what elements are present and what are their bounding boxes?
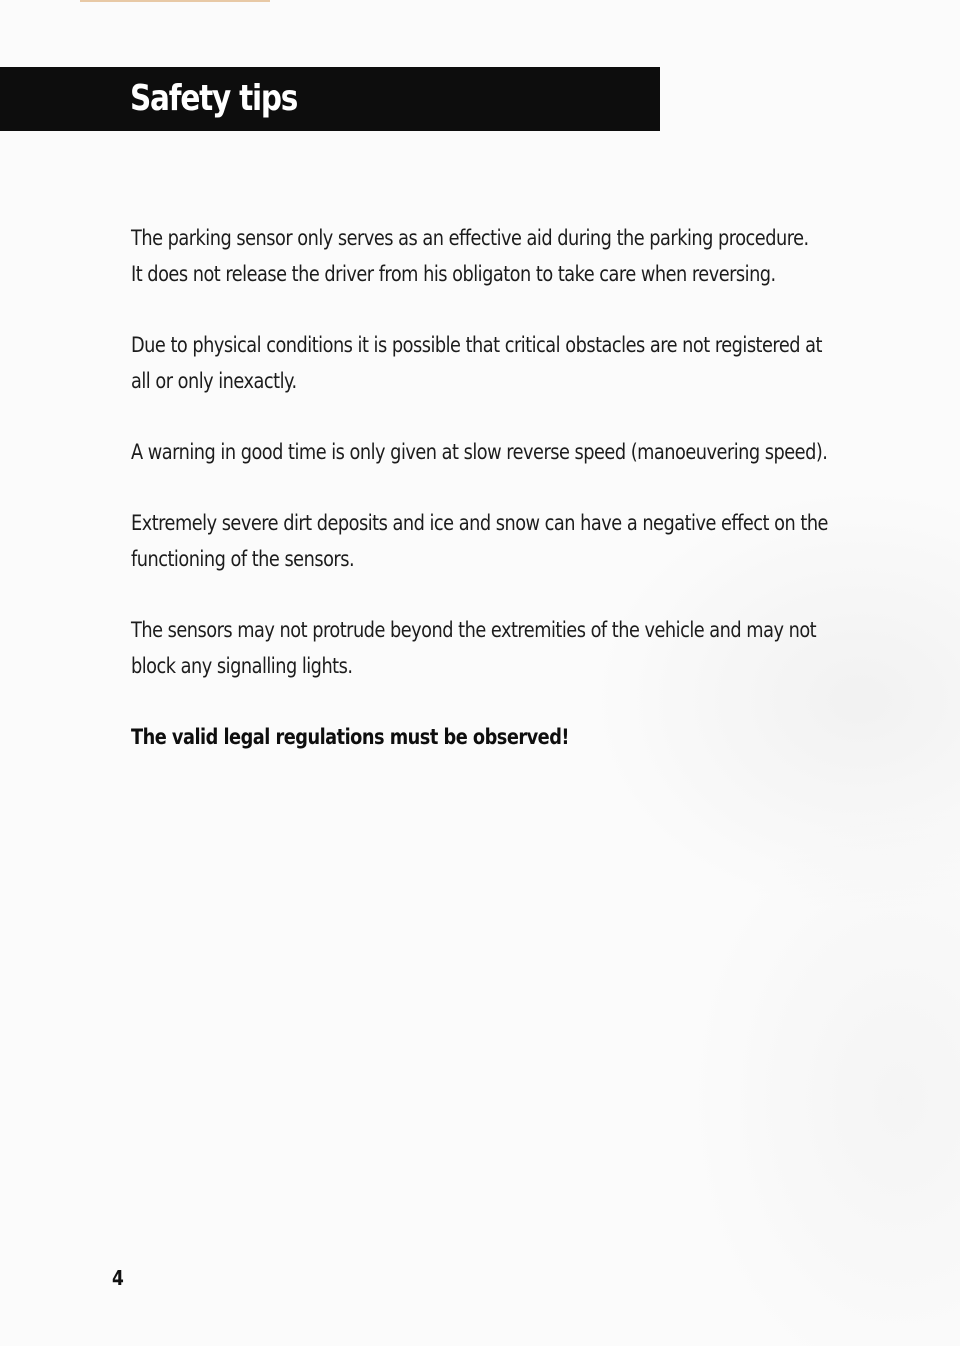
paragraph-line: functioning of the sensors. bbox=[131, 547, 355, 571]
legal-notice: The valid legal regulations must be observed! bbox=[131, 725, 569, 749]
paragraph-line: block any signalling lights. bbox=[131, 654, 353, 678]
paragraph-physical-conditions bbox=[131, 327, 849, 399]
paragraph-line: The sensors may not protrude beyond the extremities of the vehicle and may not bbox=[131, 618, 817, 642]
paragraph-sensor-mounting bbox=[131, 612, 849, 684]
paragraph-line: Extremely severe dirt deposits and ice and snow can have a negative effect on the bbox=[131, 511, 828, 535]
paragraph-line: all or only inexactly. bbox=[131, 369, 297, 393]
paragraph-dirt-deposits bbox=[131, 505, 849, 577]
paragraph-warning-speed bbox=[131, 434, 849, 470]
paragraph-line: A warning in good time is only given at slow reverse speed (manoeuvering speed). bbox=[131, 440, 828, 464]
page-title: Safety tips bbox=[130, 78, 298, 119]
page-number: 4 bbox=[112, 1266, 124, 1290]
title-bar bbox=[0, 67, 660, 131]
paragraph-line: It does not release the driver from his obligaton to take care when reversing. bbox=[131, 262, 776, 286]
paragraph-line: Due to physical conditions it is possible that critical obstacles are not registered at bbox=[131, 333, 822, 357]
top-edge-rule bbox=[80, 0, 270, 2]
paragraph-parking-aid bbox=[131, 220, 849, 292]
paragraph-line: The parking sensor only serves as an effective aid during the parking procedure. bbox=[131, 226, 809, 250]
content-body bbox=[131, 220, 849, 790]
